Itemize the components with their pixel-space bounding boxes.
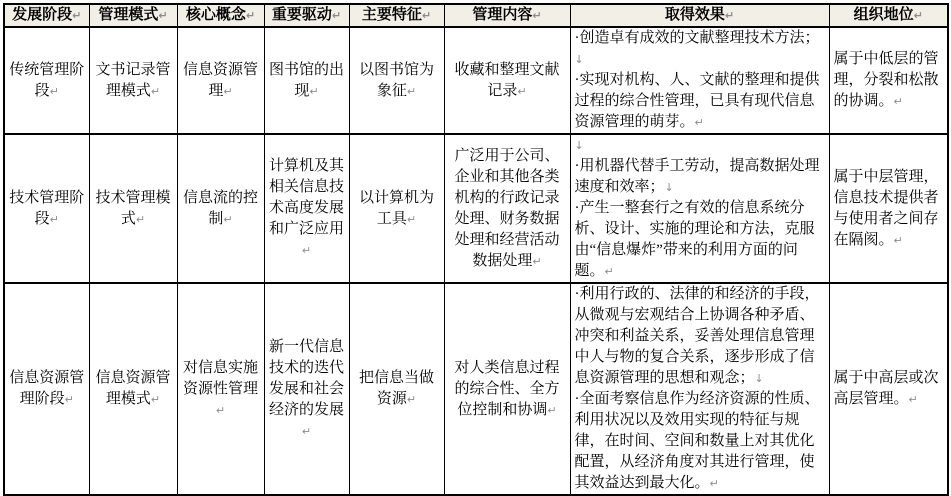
cell-achieved-effect: ·创造卓有成效的文献整理技术方法；↓ ·实现对机构、人、文献的整理和提供过程的综合性管理，已具有现代信息资源管理的萌芽。↵ — [570, 27, 829, 134]
cell-management-mode: 信息资源管理模式↵ — [89, 283, 177, 495]
cell-management-content: 对人类信息过程的综合性、全方位控制和协调↵ — [444, 283, 570, 495]
cell-stage: 信息资源管理阶段↵ — [4, 283, 89, 495]
cell-org-status: 属于中层管理，信息技术提供者与使用者之间存在隔阂。↵ — [829, 134, 948, 283]
header-core-concept: 核心概念↵ — [177, 4, 264, 27]
cell-management-mode: 文书记录管理模式↵ — [89, 27, 177, 134]
header-management-content: 管理内容↵ — [444, 4, 570, 27]
table-row-technical-stage — [4, 134, 948, 283]
cell-main-feature: 以计算机为工具↵ — [349, 134, 444, 283]
cell-core-concept: 信息流的控制↵ — [177, 134, 264, 283]
cell-key-driver: 计算机及其相关信息技术高度发展和广泛应用↵ — [264, 134, 349, 283]
info-management-stages-table — [3, 3, 949, 496]
cell-stage: 传统管理阶段↵ — [4, 27, 89, 134]
cell-key-driver: 图书馆的出现↵ — [264, 27, 349, 134]
header-main-feature: 主要特征↵ — [349, 4, 444, 27]
header-achieved-effect: 取得效果↵ — [570, 4, 829, 27]
cell-org-status: 属于中低层的管理，分裂和松散的协调。↵ — [829, 27, 948, 134]
cell-achieved-effect: ·利用行政的、法律的和经济的手段，从微观与宏观结合上协调各种矛盾、冲突和利益关系，妥善处理信息管理中人与物的复合关系，逐步形成了信息资源管理的思想和观念；↓ ·全面考察信息作为经济资源的性质、利用状况以及效用实现的特征与规律，在时间、空间和数量上对其优化配置，从经济角度对其进行管理，使其效益达到最大化。↵ — [570, 283, 829, 495]
header-management-mode: 管理模式↵ — [89, 4, 177, 27]
header-row — [4, 4, 948, 27]
cell-core-concept: 信息资源管理↵ — [177, 27, 264, 134]
cell-core-concept: 对信息实施资源性管理↵ — [177, 283, 264, 495]
header-development-stage: 发展阶段↵ — [4, 4, 89, 27]
header-org-status: 组织地位↵ — [829, 4, 948, 27]
cell-main-feature: 把信息当做资源↵ — [349, 283, 444, 495]
table-row-irm-stage — [4, 283, 948, 495]
cell-achieved-effect: ↓ ·用机器代替手工劳动，提高数据处理速度和效率；↓ ·产生一整套行之有效的信息系统分析、设计、实施的理论和方法，克服由“信息爆炸”带来的利用方面的问题。↵ — [570, 134, 829, 283]
table-row-traditional-stage — [4, 27, 948, 134]
header-key-driver: 重要驱动↵ — [264, 4, 349, 27]
cell-management-content: 广泛用于公司、企业和其他各类机构的行政记录处理、财务数据处理和经营活动数据处理↵ — [444, 134, 570, 283]
cell-management-mode: 技术管理模式↵ — [89, 134, 177, 283]
cell-main-feature: 以图书馆为象征↵ — [349, 27, 444, 134]
cell-management-content: 收藏和整理文献记录↵ — [444, 27, 570, 134]
cell-org-status: 属于中高层或次高层管理。↵ — [829, 283, 948, 495]
cell-key-driver: 新一代信息技术的迭代发展和社会经济的发展↵ — [264, 283, 349, 495]
cell-stage: 技术管理阶段↵ — [4, 134, 89, 283]
